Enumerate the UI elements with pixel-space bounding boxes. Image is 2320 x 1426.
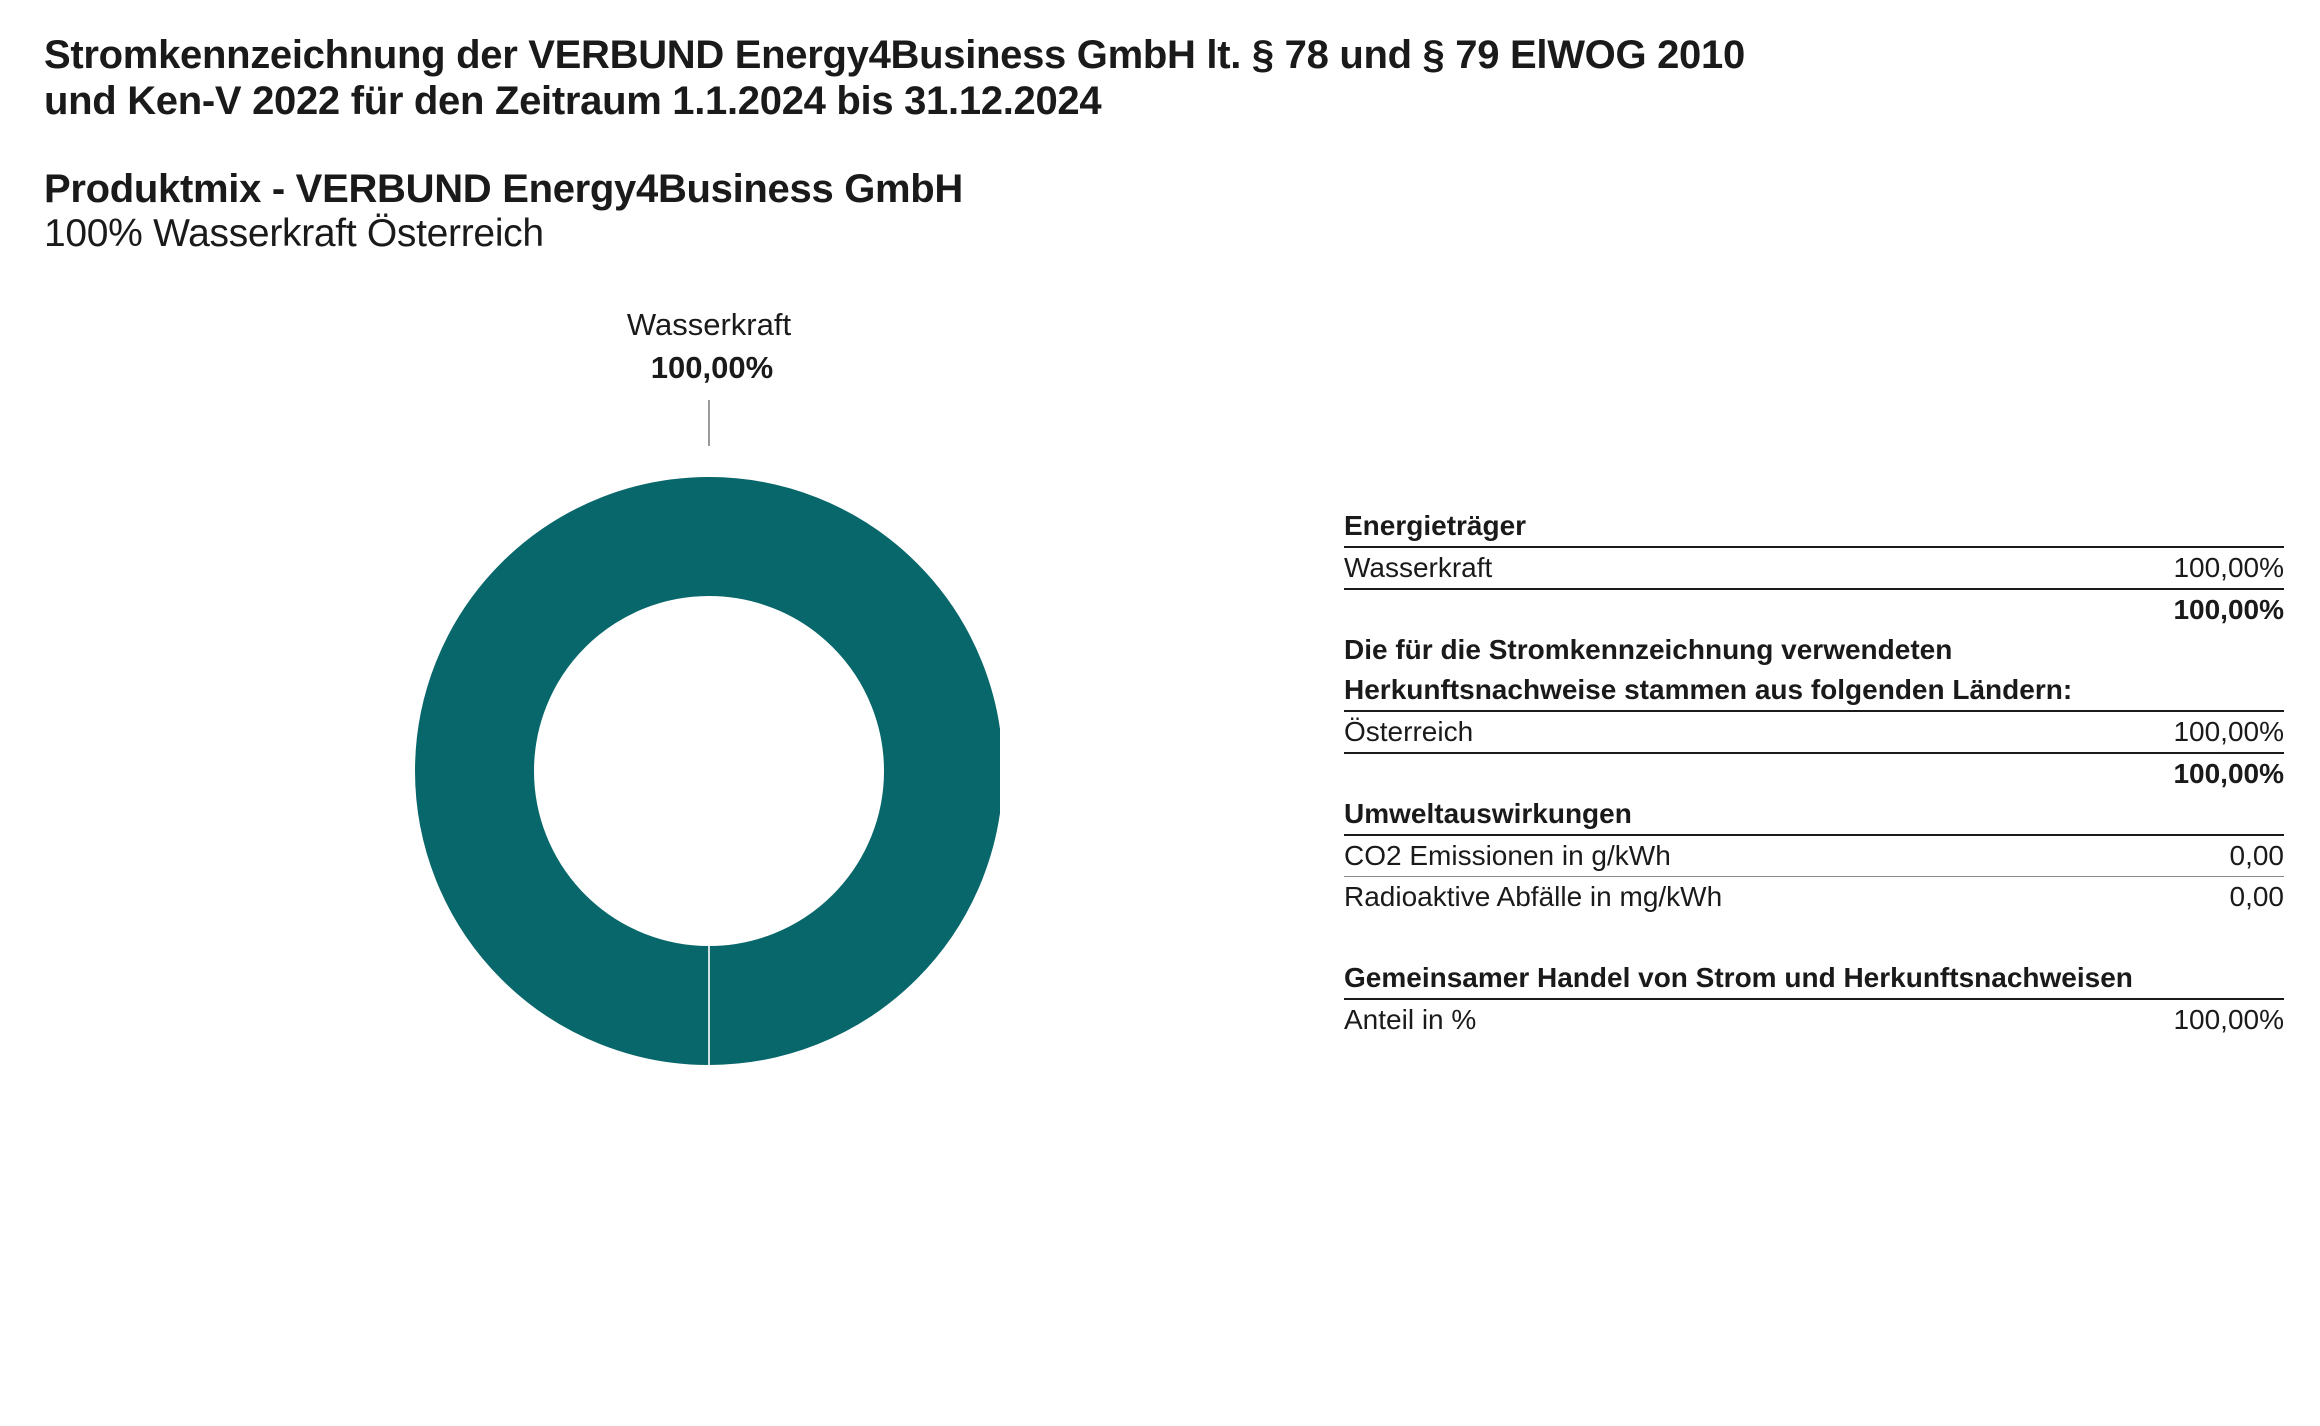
donut-marks [475,537,944,1066]
origin-header-text-2: Herkunftsnachweise stammen aus folgenden Ländern: [1344,674,2073,705]
donut-slice-wasserkraft [475,537,944,1006]
product-mix-title: Produktmix - VERBUND Energy4Business GmbH [44,167,964,211]
origin-header-line-1 [1344,630,2284,670]
origin-value: 100,00% [2173,716,2284,747]
title-line-2: und Ken-V 2022 für den Zeitraum 1.1.2024 bis 31.12.2024 [44,79,1102,123]
product-mix-description: 100% Wasserkraft Österreich [44,212,544,255]
energy-labeling-table [1344,506,2284,1040]
environment-row-co2 [1344,836,2284,877]
origin-header-line-2 [1344,670,2284,712]
trade-header-label: Gemeinsamer Handel von Strom und Herkunftsnachweisen [1344,962,2133,993]
environment-row-radioactive [1344,877,2284,917]
origin-total [1344,754,2284,794]
trade-label: Anteil in % [1344,1004,1477,1035]
co2-value: 0,00 [2229,840,2284,871]
slice-label-category: Wasserkraft [626,307,792,342]
energy-source-row [1344,548,2284,590]
energy-source-total-value: 100,00% [2173,594,2284,625]
radioactive-value: 0,00 [2229,881,2284,912]
energy-source-header [1344,506,2284,548]
trade-header [1344,958,2284,1000]
trade-value: 100,00% [2173,1004,2284,1035]
origin-total-value: 100,00% [2173,758,2284,789]
energy-source-header-label: Energieträger [1344,510,1527,541]
origin-row [1344,712,2284,754]
environment-header-label: Umweltauswirkungen [1344,798,1632,829]
origin-header-text-1: Die für die Stromkennzeichnung verwendeten [1344,634,1953,665]
radioactive-label: Radioaktive Abfälle in mg/kWh [1344,881,1723,912]
origin-label: Österreich [1344,716,1474,747]
slice-label-value: 100,00% [650,350,774,385]
trade-row [1344,1000,2284,1040]
energy-source-total [1344,590,2284,630]
co2-label: CO2 Emissionen in g/kWh [1344,840,1671,871]
environment-header [1344,794,2284,836]
energy-source-label: Wasserkraft [1344,552,1493,583]
section-spacer [1344,917,2284,958]
energy-source-value: 100,00% [2173,552,2284,583]
donut-chart [0,0,1000,1100]
title-line-1: Stromkennzeichnung der VERBUND Energy4Business GmbH lt. § 78 und § 79 ElWOG 2010 [44,33,1745,77]
